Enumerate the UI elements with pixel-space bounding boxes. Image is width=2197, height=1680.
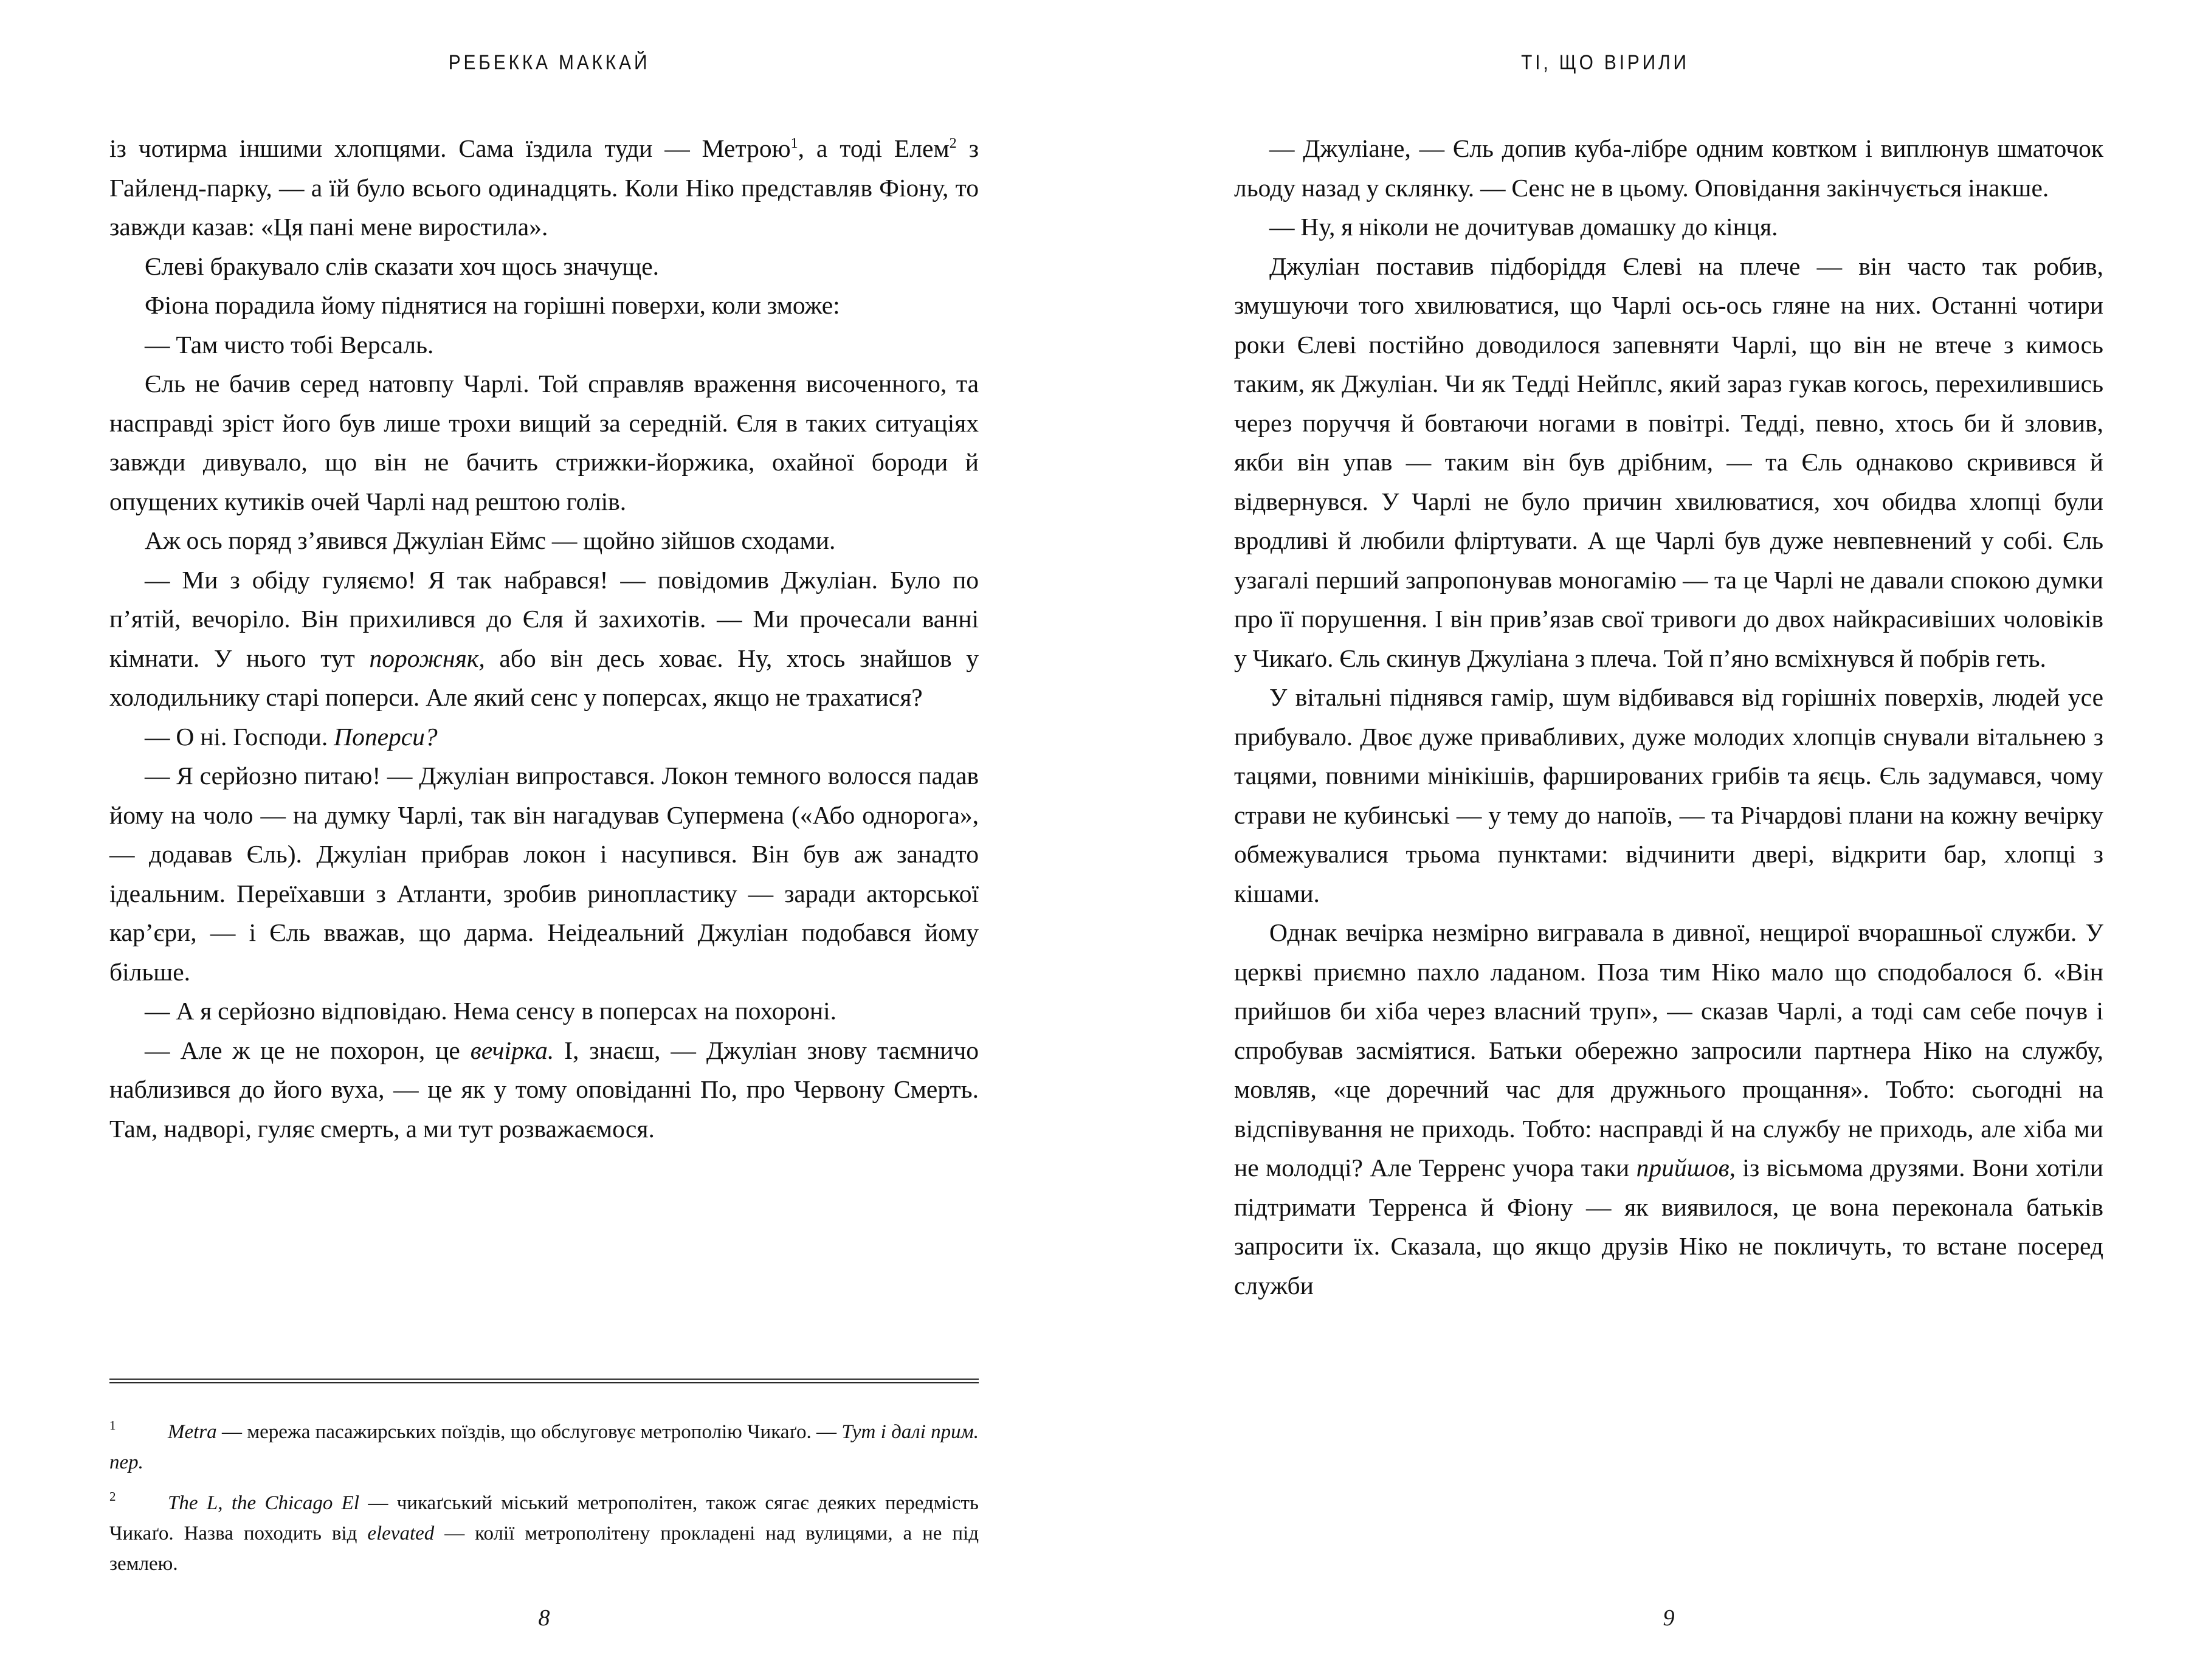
emphasis-text: Поперси? xyxy=(334,722,438,751)
body-paragraph xyxy=(109,560,979,717)
text-run: з Гайленд-парку, — а їй було всього одинадцять. Коли Ніко представляв Фіону, то завжди казав: «Ця пані мене виростила». xyxy=(109,134,979,241)
footnote-marker: 2 xyxy=(109,1489,116,1504)
body-paragraph xyxy=(1234,678,2103,913)
body-paragraph xyxy=(109,129,979,247)
emphasis-text: elevated xyxy=(367,1523,435,1544)
text-run: — Але ж це не похорон, це xyxy=(145,1036,471,1064)
body-paragraph xyxy=(109,325,979,365)
emphasis-text: Metra xyxy=(168,1421,217,1443)
footnote-item xyxy=(109,1410,979,1478)
left-page xyxy=(0,0,1098,1680)
running-head-title: ТІ, ЩО ВІРИЛИ xyxy=(1521,51,1689,74)
text-run: Єлеві бракувало слів сказати хоч щось значуще. xyxy=(145,252,660,280)
footnote-item xyxy=(109,1481,979,1579)
body-paragraph xyxy=(109,991,979,1031)
emphasis-text: вечірка. xyxy=(470,1036,554,1064)
text-run: Єль не бачив серед натовпу Чарлі. Той справляв враження височенного, та насправді зріст його був лише трохи вищий за середній. Єля в таких ситуаціях завжди дивувало, що він не бачить стрижки-йоржика, охайної бороди й опущених кутиків очей Чарлі над рештою голів. xyxy=(109,370,979,515)
footnote-marker: 1 xyxy=(109,1418,116,1433)
emphasis-text: прийшов, xyxy=(1636,1154,1736,1182)
text-run: Фіона порадила йому піднятися на горішні поверхи, коли зможе: xyxy=(145,291,840,319)
body-paragraph xyxy=(109,756,979,991)
text-run: , а тоді Елем xyxy=(798,134,950,162)
footnote-separator-rule xyxy=(109,1379,979,1383)
emphasis-text: The L, the Chicago El xyxy=(168,1492,359,1514)
body-paragraph xyxy=(109,717,979,757)
right-page xyxy=(1098,0,2197,1680)
text-run: — колії метрополітену прокладені над вулицями, а не під землею. xyxy=(109,1523,979,1575)
text-run: — Я серйозно питаю! — Джуліан випростався. Локон темного волосся падав йому на чоло — на думку Чарлі, так він нагадував Супермена («Або однорога», — додавав Єль). Джуліан прибрав локон і насупився. Він був аж занадто ідеальним. Переїхавши з Атланти, зробив ринопластику — заради акторської кар’єри, — і Єль вважав, що дарма. Неідеальний Джуліан подобався йому більше. xyxy=(109,762,979,986)
footnote-reference[interactable]: 2 xyxy=(949,136,957,152)
footnote-reference[interactable]: 1 xyxy=(790,136,798,152)
text-run: Однак вечірка незмірно вигравала в дивної, нещирої вчорашньої служби. У церкві приємно пахло ладаном. Поза тим Ніко мало що сподобалося б. «Він прийшов би хіба через власний труп», — сказав Чарлі, а тоді сам себе почув і спробував засміятися. Батьки обережно запросили партнера Ніко на службу, мовляв, «це доречний час для дружнього прощання». Тобто: сьогодні на відспівування не приходь. Тобто: насправді й на службу не приходь, але хіба ми не молодці? Але Терренс учора таки xyxy=(1234,918,2103,1182)
text-run: із чотирма іншими хлопцями. Сама їздила туди — Метрою xyxy=(109,134,791,162)
text-run: — мережа пасажирських поїздів, що обслуговує метрополію Чикаґо. — xyxy=(216,1421,842,1443)
text-run: У вітальні піднявся гамір, шум відбивався від горішніх поверхів, людей усе прибувало. Двоє дуже привабливих, дуже молодих хлопців снували вітальнею з тацями, повними мінікішів, фаршированих грибів та яєць. Єль задумався, чому страви не кубинські — у тему до напоїв, — та Річардові плани на кожну вечірку обмежувалися трьома пунктами: відчинити двері, відкрити бар, хлопці з кішами. xyxy=(1234,683,2103,907)
footnote-block xyxy=(109,1379,979,1583)
footnote-list xyxy=(109,1410,979,1579)
text-run: Джуліан поставив підборіддя Єлеві на плече — він часто так робив, змушуючи того хвилюватися, що Чарлі ось-ось гляне на них. Останні чотири роки Єлеві постійно доводилося запевняти Чарлі, що він не втече з кимось таким, як Джуліан. Чи як Тедді Нейплс, який зараз гукав когось, перехилившись через поруччя й бовтаючи ногами в повітрі. Тедді, певно, хтось би й зловив, якби він упав — таким він був дрібним, — та Єль однаково скривився й відвернувся. У Чарлі не було причин хвилюватися, хоч обидва хлопці були вродливі й любили фліртувати. А ще Чарлі був дуже невпевнений у собі. Єль узагалі перший запропонував моногамію — та це Чарлі не давали спокою думки про її порушення. І він прив’язав свої тривоги до двох найкрасивіших чоловіків у Чикаґо. Єль скинув Джуліана з плеча. Той п’яно всміхнувся й побрів геть. xyxy=(1234,252,2103,672)
left-page-text-column xyxy=(109,129,979,1148)
page-number-right: 9 xyxy=(1663,1605,1675,1631)
text-run: із вісьмома друзями. Вони хотіли підтримати Терренса й Фіону — як виявилося, це вона переконала батьків запросити їх. Сказала, що якщо друзів Ніко не покличуть, то встане посеред служби xyxy=(1234,1154,2103,1300)
text-run: — Там чисто тобі Версаль. xyxy=(145,330,434,359)
text-run: — Ми з обіду гуляємо! Я так набрався! — повідомив Джуліан. Було по п’ятій, вечоріло. Він прихилився до Єля й захихотів. — Ми прочесали ванні кімнати. У нього тут xyxy=(109,565,979,672)
page-number-left: 8 xyxy=(538,1605,550,1631)
body-paragraph xyxy=(109,521,979,560)
body-paragraph xyxy=(109,247,979,286)
text-run: Аж ось поряд з’явився Джуліан Еймс — щойно зійшов сходами. xyxy=(145,526,836,554)
text-run: — О ні. Господи. xyxy=(145,722,334,751)
emphasis-text: порожняк, xyxy=(369,644,485,672)
emphasis-text: Тут і далі прим. пер. xyxy=(109,1421,979,1473)
text-run: або він десь ховає. Ну, хтось знайшов у холодильнику старі поперси. Але який сенс у поперсах, якщо не трахатися? xyxy=(109,644,979,711)
text-run: І, знаєш, — Джуліан знову таємничо наблизився до його вуха, — це як у тому оповіданні По, про Червону Смерть. Там, надворі, гуляє смерть, а ми тут розважаємося. xyxy=(109,1036,979,1143)
body-paragraph xyxy=(109,286,979,325)
body-paragraph xyxy=(1234,207,2103,247)
body-paragraph xyxy=(109,1031,979,1149)
right-page-text-column xyxy=(1234,129,2103,1305)
body-paragraph xyxy=(109,364,979,521)
text-run: — чикаґський міський метрополітен, також сягає деяких передмість Чикаґо. Назва походить від xyxy=(109,1492,979,1544)
running-head-author: РЕБЕККА МАККАЙ xyxy=(448,51,650,74)
text-run: — А я серйозно відповідаю. Нема сенсу в поперсах на похороні. xyxy=(145,997,837,1025)
text-run: — Ну, я ніколи не дочитував домашку до кінця. xyxy=(1269,213,1778,241)
body-paragraph xyxy=(1234,247,2103,678)
body-paragraph xyxy=(1234,913,2103,1305)
text-run: — Джуліане, — Єль допив куба-лібре одним ковтком і виплюнув шматочок льоду назад у склянку. — Сенс не в цьому. Оповідання закінчується інакше. xyxy=(1234,134,2103,202)
body-paragraph xyxy=(1234,129,2103,207)
